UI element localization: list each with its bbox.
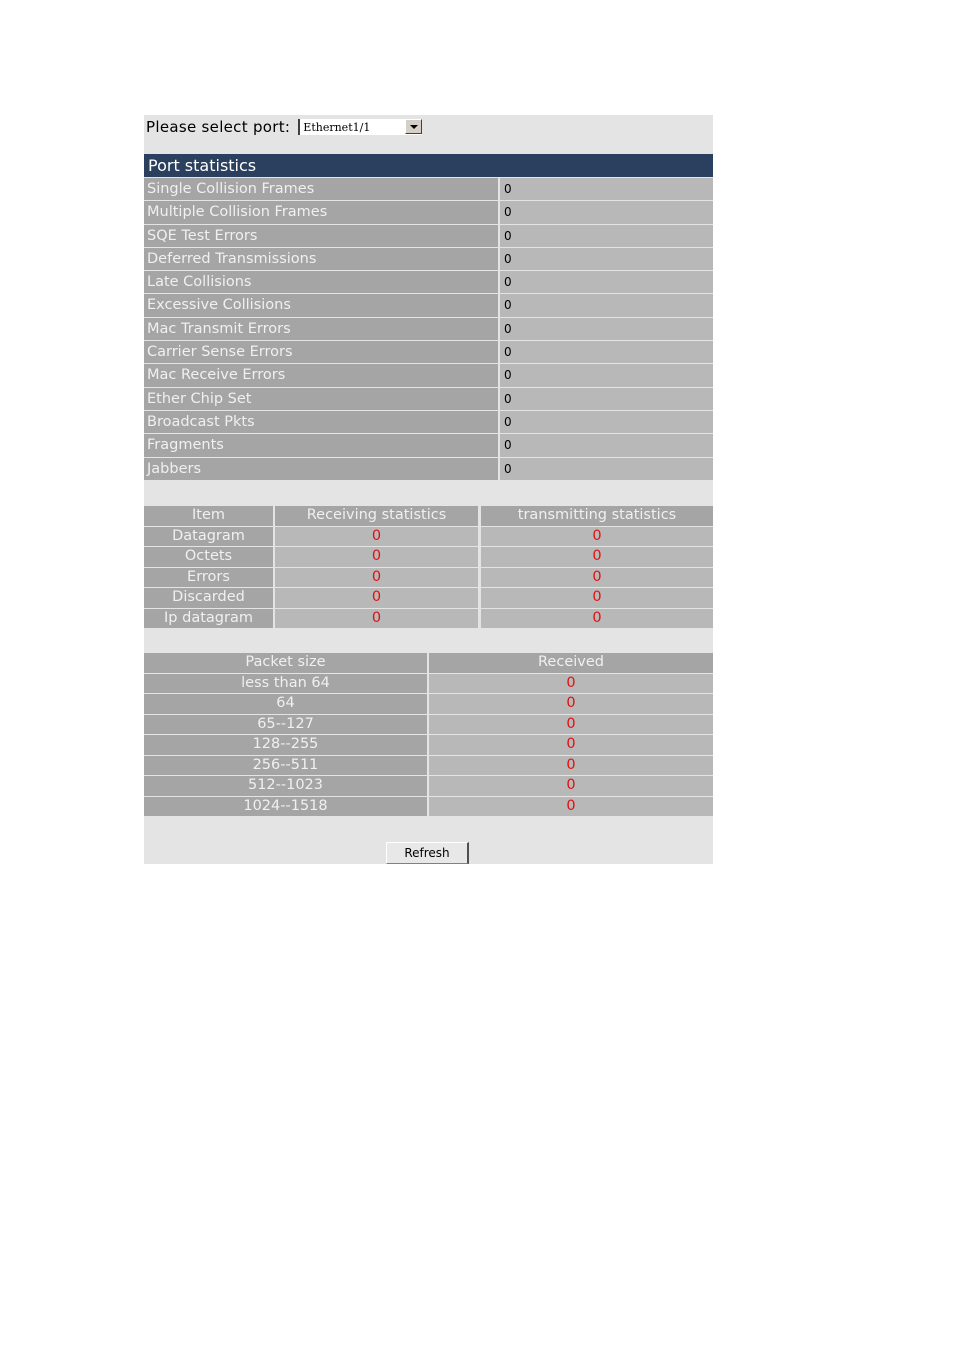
table-row	[144, 178, 713, 200]
dropdown-arrow-icon[interactable]	[405, 119, 422, 134]
table-row	[144, 527, 713, 547]
stat-label: Mac Receive Errors	[144, 364, 498, 386]
stat-value: 0	[500, 178, 713, 200]
stat-value: 0	[500, 318, 713, 340]
stat-label: Late Collisions	[144, 271, 498, 293]
receiving-value: 0	[275, 588, 478, 608]
port-statistics-panel	[144, 115, 713, 864]
table-row	[144, 756, 713, 776]
stat-value: 0	[500, 294, 713, 316]
table-row	[144, 694, 713, 714]
stat-label: Multiple Collision Frames	[144, 201, 498, 223]
packet-size-table	[144, 653, 713, 817]
stat-label: Carrier Sense Errors	[144, 341, 498, 363]
table-row	[144, 797, 713, 817]
stat-label: Excessive Collisions	[144, 294, 498, 316]
stat-label: Fragments	[144, 434, 498, 456]
item-label: Discarded	[144, 588, 273, 608]
receiving-value: 0	[275, 527, 478, 547]
table-row	[144, 411, 713, 433]
packet-size-label: 1024--1518	[144, 797, 427, 817]
table-row	[144, 588, 713, 608]
column-header-item: Item	[144, 506, 273, 526]
received-value: 0	[429, 735, 713, 755]
port-select-row	[146, 115, 422, 139]
stat-value: 0	[500, 225, 713, 247]
port-select-label: Please select port:	[146, 118, 291, 136]
stat-label: SQE Test Errors	[144, 225, 498, 247]
received-value: 0	[429, 776, 713, 796]
table-header-row	[144, 506, 713, 526]
stat-value: 0	[500, 458, 713, 480]
stat-value: 0	[500, 248, 713, 270]
received-value: 0	[429, 756, 713, 776]
stat-value: 0	[500, 434, 713, 456]
port-statistics-title: Port statistics	[144, 154, 713, 177]
stat-value: 0	[500, 388, 713, 410]
packet-size-label: 64	[144, 694, 427, 714]
table-row	[144, 294, 713, 316]
table-row	[144, 609, 713, 629]
table-row	[144, 434, 713, 456]
table-row	[144, 674, 713, 694]
table-row	[144, 318, 713, 340]
receiving-value: 0	[275, 609, 478, 629]
table-row	[144, 735, 713, 755]
packet-size-label: 256--511	[144, 756, 427, 776]
table-row	[144, 388, 713, 410]
column-header-transmitting: transmitting statistics	[481, 506, 713, 526]
table-row	[144, 201, 713, 223]
item-label: Ip datagram	[144, 609, 273, 629]
stat-label: Deferred Transmissions	[144, 248, 498, 270]
port-select-dropdown[interactable]	[298, 119, 422, 135]
port-select-value: Ethernet1/1	[303, 120, 371, 134]
table-row	[144, 364, 713, 386]
refresh-button[interactable]: Refresh	[386, 842, 469, 864]
table-header-row	[144, 653, 713, 673]
stat-label: Single Collision Frames	[144, 178, 498, 200]
table-row	[144, 458, 713, 480]
table-row	[144, 715, 713, 735]
stat-label: Broadcast Pkts	[144, 411, 498, 433]
received-value: 0	[429, 715, 713, 735]
table-row	[144, 547, 713, 567]
port-statistics-table	[144, 178, 713, 481]
transmitting-value: 0	[481, 527, 713, 547]
stat-value: 0	[500, 201, 713, 223]
table-row	[144, 271, 713, 293]
received-value: 0	[429, 797, 713, 817]
packet-size-label: 512--1023	[144, 776, 427, 796]
transmitting-value: 0	[481, 547, 713, 567]
stat-value: 0	[500, 271, 713, 293]
column-header-packet-size: Packet size	[144, 653, 427, 673]
item-label: Octets	[144, 547, 273, 567]
stat-value: 0	[500, 411, 713, 433]
receiving-value: 0	[275, 547, 478, 567]
stat-label: Ether Chip Set	[144, 388, 498, 410]
received-value: 0	[429, 694, 713, 714]
stat-value: 0	[500, 341, 713, 363]
packet-size-label: 65--127	[144, 715, 427, 735]
transmitting-value: 0	[481, 588, 713, 608]
packet-size-label: 128--255	[144, 735, 427, 755]
table-row	[144, 776, 713, 796]
transmitting-value: 0	[481, 568, 713, 588]
received-value: 0	[429, 674, 713, 694]
traffic-statistics-table	[144, 506, 713, 629]
stat-value: 0	[500, 364, 713, 386]
receiving-value: 0	[275, 568, 478, 588]
transmitting-value: 0	[481, 609, 713, 629]
table-row	[144, 225, 713, 247]
packet-size-label: less than 64	[144, 674, 427, 694]
table-row	[144, 568, 713, 588]
column-header-receiving: Receiving statistics	[275, 506, 478, 526]
stat-label: Jabbers	[144, 458, 498, 480]
item-label: Datagram	[144, 527, 273, 547]
table-row	[144, 341, 713, 363]
table-row	[144, 248, 713, 270]
stat-label: Mac Transmit Errors	[144, 318, 498, 340]
column-header-received: Received	[429, 653, 713, 673]
item-label: Errors	[144, 568, 273, 588]
